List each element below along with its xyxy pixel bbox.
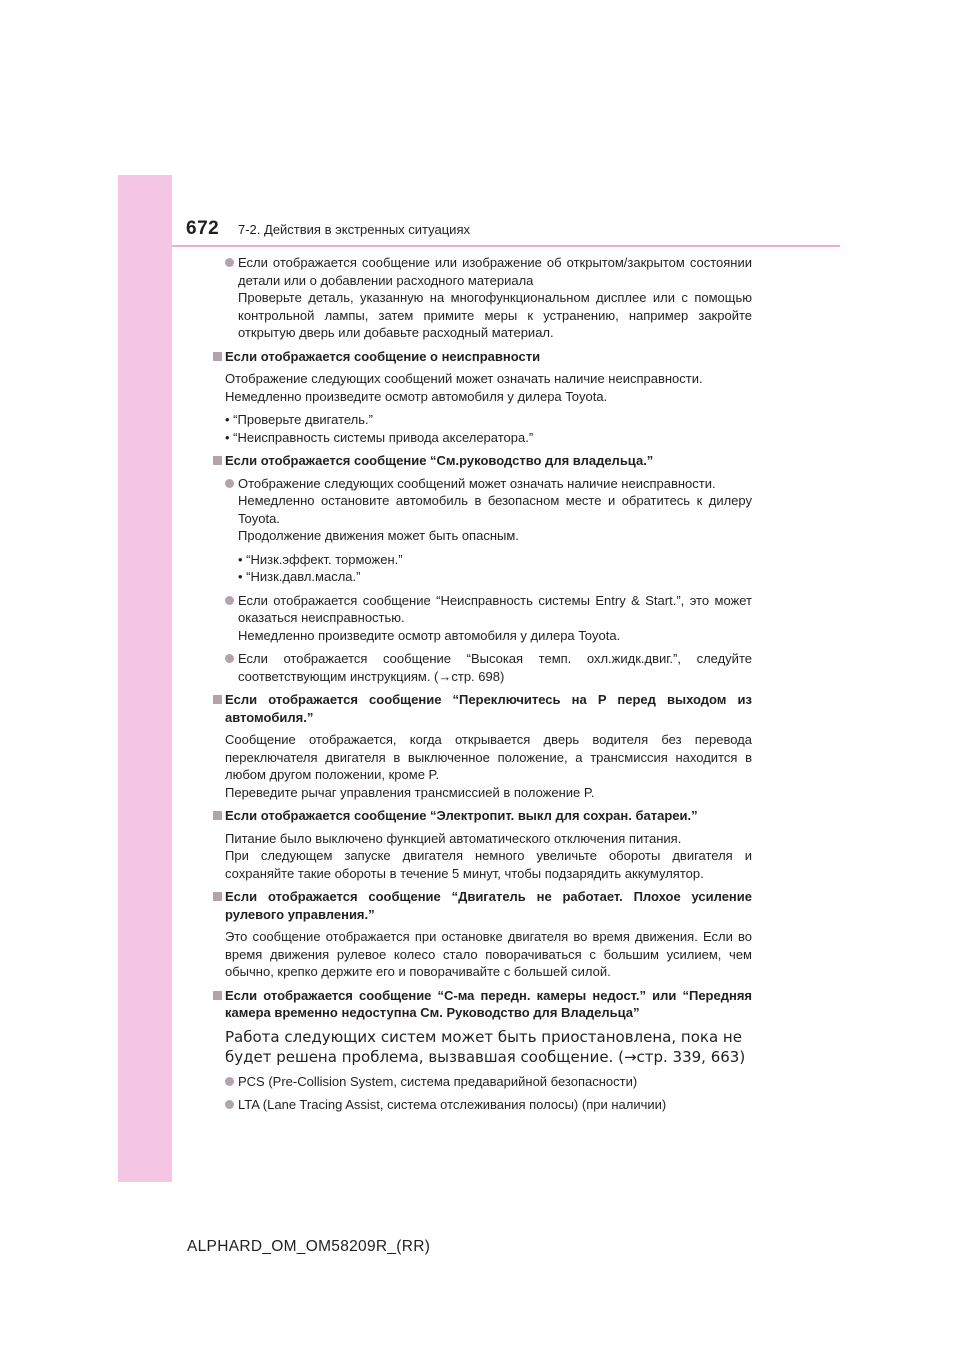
text-block xyxy=(212,411,752,446)
square-marker-icon xyxy=(213,892,222,901)
square-marker-icon xyxy=(213,991,222,1000)
square-marker-icon xyxy=(213,811,222,820)
text-line: Отображение следующих сообщений может означать наличие неисправности. xyxy=(225,371,703,386)
text-block xyxy=(212,830,752,883)
text-line: Если отображается сообщение “Неисправность системы Entry & Start.”, это может оказаться неисправностью. xyxy=(238,592,752,625)
heading-text: Если отображается сообщение “Переключитесь на P перед выходом из автомобиля.” xyxy=(225,692,752,725)
page-content xyxy=(212,254,752,1120)
bullet-item xyxy=(212,254,752,342)
text-line: Немедленно произведите осмотр автомобиля у дилера Toyota. xyxy=(238,627,621,643)
text-line: Если отображается сообщение “Высокая темп. охл.жидк.двиг.”, следуйте соответствующим инструкциям. (→стр. 698) xyxy=(238,651,752,684)
section-heading xyxy=(212,888,752,923)
text-line: Немедленно произведите осмотр автомобиля у дилера Toyota. xyxy=(225,388,608,404)
text-block xyxy=(212,731,752,801)
section-heading xyxy=(212,348,752,366)
bullet-dot-icon xyxy=(225,258,234,267)
text-line: Продолжение движения может быть опасным. xyxy=(238,528,519,543)
page-header xyxy=(186,214,840,247)
text-line: PCS (Pre-Collision System, система предаварийной безопасности) xyxy=(238,1073,638,1089)
text-line: Если отображается сообщение или изображение об открытом/закрытом состоянии детали или о добавлении расходного материала xyxy=(238,255,752,288)
bullet-dot-icon xyxy=(225,654,234,663)
bullet-dot-icon xyxy=(225,596,234,605)
text-block xyxy=(212,928,752,981)
text-line: Питание было выключено функцией автоматического отключения питания. xyxy=(225,830,682,846)
text-block xyxy=(212,551,752,586)
text-line: • “Проверьте двигатель.” xyxy=(225,412,373,427)
bullet-dot-icon xyxy=(225,1100,234,1109)
text-line: Работа следующих систем может быть приостановлена, пока не будет решена проблема, вызвавшая сообщение. (→стр. 339, 663) xyxy=(225,1027,746,1066)
bullet-item xyxy=(212,1096,752,1114)
text-line: • “Неисправность системы привода акселератора.” xyxy=(225,429,534,445)
section-heading xyxy=(212,987,752,1022)
text-line: Отображение следующих сообщений может означать наличие неисправности. xyxy=(238,475,716,491)
page-side-tab xyxy=(118,175,172,1182)
bullet-dot-icon xyxy=(225,479,234,488)
text-line: Проверьте деталь, указанную на многофункциональном дисплее или с помощью контрольной лампы, затем примите меры к устранению, например закройте открытую дверь или добавьте расходный материал. xyxy=(238,290,752,340)
bullet-item xyxy=(212,592,752,645)
heading-text: Если отображается сообщение “С-ма передн. камеры недост.” или “Передняя камера временно недоступна См. Руководство для Владельца” xyxy=(225,987,752,1020)
heading-text: Если отображается сообщение о неисправности xyxy=(225,348,541,364)
heading-text: Если отображается сообщение “Электропит. выкл для сохран. батареи.” xyxy=(225,808,698,823)
text-line: При следующем запуске двигателя немного увеличьте обороты двигателя и сохраняйте такие обороты в течение 5 минут, чтобы подзарядить аккумулятор. xyxy=(225,848,752,881)
text-line: LTA (Lane Tracing Assist, система отслеживания полосы) (при наличии) xyxy=(238,1097,667,1112)
document-code: ALPHARD_OM_OM58209R_(RR) xyxy=(187,1238,431,1255)
header-divider xyxy=(172,245,840,247)
bullet-item xyxy=(212,475,752,545)
section-heading xyxy=(212,691,752,726)
section-heading xyxy=(212,807,752,825)
bullet-dot-icon xyxy=(225,1077,234,1086)
text-line: • “Низк.давл.масла.” xyxy=(238,569,361,584)
page-number: 672 xyxy=(186,218,220,239)
bullet-item xyxy=(212,650,752,685)
square-marker-icon xyxy=(213,695,222,704)
section-title: 7-2. Действия в экстренных ситуациях xyxy=(238,222,470,237)
text-line: • “Низк.эффект. торможен.” xyxy=(238,551,403,567)
text-line: Это сообщение отображается при остановке двигателя во время движения. Если во время движения рулевое колесо стало поворачиваться с большим усилием, чем обычно, крепко держите его и поворачивайте с большей силой. xyxy=(225,929,752,979)
text-block xyxy=(212,1027,752,1067)
text-line: Немедленно остановите автомобиль в безопасном месте и обратитесь к дилеру Toyota. xyxy=(238,493,752,526)
text-line: Сообщение отображается, когда открывается дверь водителя без перевода переключателя двигателя в выключенное положение, а трансмиссия находится в любом другом положении, кроме P. xyxy=(225,732,752,782)
square-marker-icon xyxy=(213,352,222,361)
bullet-item xyxy=(212,1073,752,1091)
text-line: Переведите рычаг управления трансмиссией в положение P. xyxy=(225,784,595,800)
heading-text: Если отображается сообщение “Двигатель не работает. Плохое усиление рулевого управления.” xyxy=(225,889,752,922)
heading-text: Если отображается сообщение “См.руководство для владельца.” xyxy=(225,453,654,468)
square-marker-icon xyxy=(213,456,222,465)
text-block xyxy=(212,370,752,405)
section-heading xyxy=(212,452,752,470)
